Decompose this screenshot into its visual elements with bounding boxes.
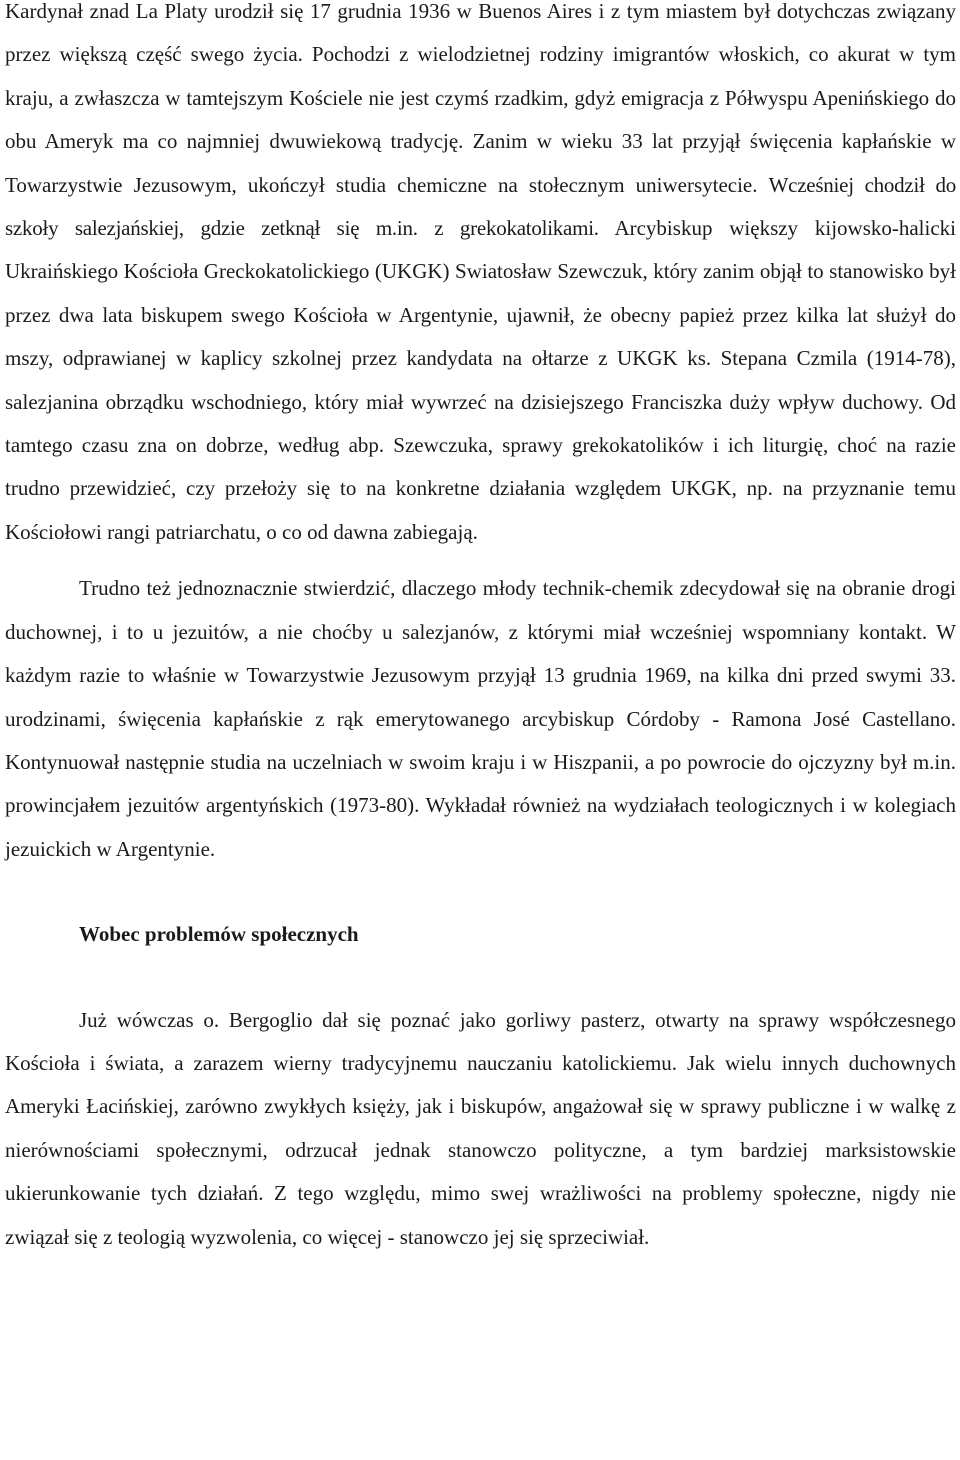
paragraph-2: Trudno też jednoznacznie stwierdzić, dlaczego młody technik-chemik zdecydował się na obranie drogi duchownej, i to u jezuitów, a nie choćby u salezjanów, z którymi miał wcześniej wspomniany kontakt. W każdym razie to właśnie w Towarzystwie Jezusowym przyjął 13 grudnia 1969, na kilka dni przed swymi 33. urodzinami, święcenia kapłańskie z rąk emerytowanego arcybiskup Córdoby - Ramona José Castellano. Kontynuował następnie studia na uczelniach w swoim kraju i w Hiszpanii, a po powrocie do ojczyzny był m.in. prowincjałem jezuitów argentyńskich (1973-80). Wykładał również na wydziałach teologicznych i w kolegiach jezuickich w Argentynie. xyxy=(5,576,956,861)
paragraph-1 xyxy=(5,0,956,554)
section-heading: Wobec problemów społecznych xyxy=(79,922,359,947)
paragraph-1-part-a: Kardynał znad La Platy urodził się 17 grudnia 1936 w Buenos Aires i z tym miastem był dotychczas związany przez większą część swego życia. Pochodzi z wielodzietnej rodziny imigrantów włoskich, co akurat w tym kraju, a zwłaszcza w tamtejszym Kościele nie jest czymś rzadkim, gdyż emigracja z Półwyspu Apenińskiego do obu Ameryk ma co najmniej dwuwiekową tradycję. Zanim w wieku 33 lat przyjął święcenia kapłańskie w Towarzystwie Jezusowym, ukończył studia chemiczne na stołecznym uniwersytecie. xyxy=(5,0,956,197)
paragraph-3: Już wówczas o. Bergoglio dał się poznać jako gorliwy pasterz, otwarty na sprawy współczesnego Kościoła i świata, a zarazem wierny tradycyjnemu nauczaniu katolickiemu. Jak wielu innych duchownych Ameryki Łacińskiej, zarówno zwykłych księży, jak i biskupów, angażował się w sprawy publiczne i w walkę z nierównościami społecznymi, odrzucał jednak stanowczo polityczne, a tym bardziej marksistowskie ukierunkowanie tych działań. Z tego względu, mimo swej wrażliwości na problemy społeczne, nigdy nie związał się z teologią wyzwolenia, co więcej - stanowczo jej się sprzeciwiał. xyxy=(5,1007,956,1249)
paragraph-1-part-c: Arcybiskup większy kijowsko-halicki Ukraińskiego Kościoła Greckokatolickiego (UKGK) Swiatosław Szewczuk, który zanim objął to stanowisko był przez dwa lata biskupem swego Kościoła w Argentynie, ujawnił, że obecny papież przez kilka lat służył do mszy, odprawianej w kaplicy szkolnej przez kandydata na ołtarze z UKGK ks. Stepana Czmila (1914-78), salezjanina obrządku wschodniego, który miał wywrzeć na dzisiejszego Franciszka duży wpływ duchowy. Od tamtego czasu zna on dobrze, według abp. Szewczuka, sprawy grekokatolików i ich liturgię, choć na razie trudno przewidzieć, czy przełoży się to na konkretne działania względem UKGK, np. na przyznanie temu Kościołowi rangi patriarchatu, o co od dawna zabiegają. xyxy=(5,216,957,544)
paragraph-1-part-b: Wcześniej chodził do szkoły salezjańskiej, gdzie zetknął się m.in. z grekokatolikami. xyxy=(5,172,956,241)
